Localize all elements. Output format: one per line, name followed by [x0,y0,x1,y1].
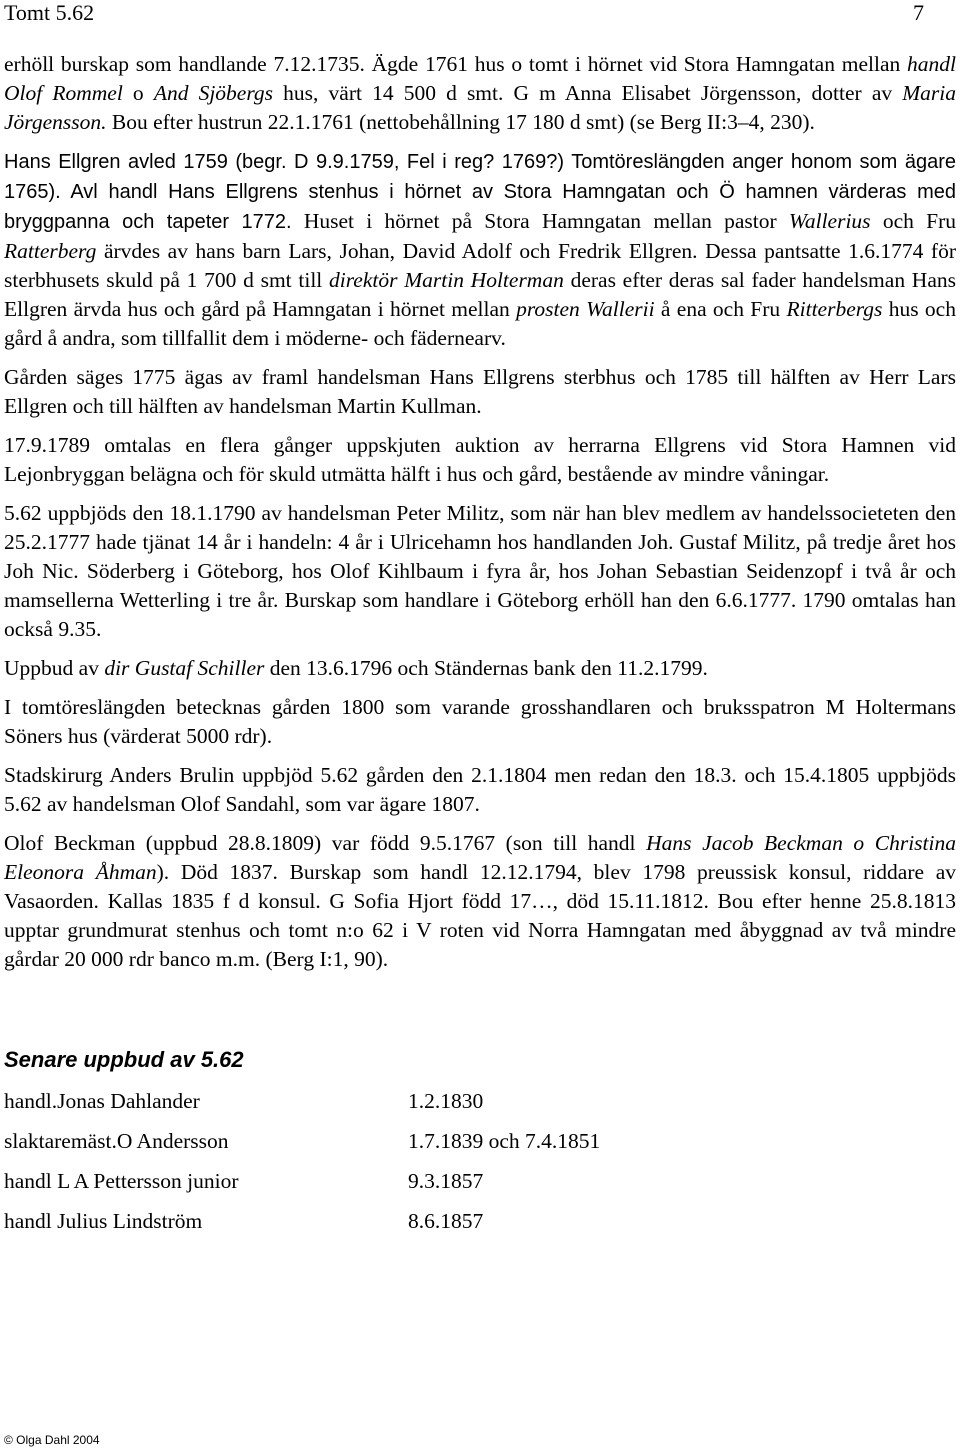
page-number: 7 [913,0,924,25]
bid-date: 1.7.1839 och 7.4.1851 [408,1129,601,1153]
copyright-footer: © Olga Dahl 2004 [4,1433,100,1447]
bid-date: 9.3.1857 [408,1169,484,1193]
paragraph-8: Stadskirurg Anders Brulin uppbjöd 5.62 gården den 2.1.1804 men redan den 18.3. och 15.4.1805 uppbjöds 5.62 av handelsman Olof Sandahl, som var ägare 1807. [4,763,956,816]
bidder-name: handl Julius Lindström [4,1209,203,1233]
paragraph-6: Uppbud av dir Gustaf Schiller den 13.6.1796 och Ständernas bank den 11.2.1799. [4,656,708,680]
bidder-name: handl L A Pettersson junior [4,1169,239,1193]
section-title: Senare uppbud av 5.62 [4,1047,244,1072]
paragraph-2: Hans Ellgren avled 1759 (begr. D 9.9.1759, Fel i reg? 1769?) Tomtöreslängden anger honom som ägare 1765). Avl handl Hans Ellgrens stenhus i hörnet av Stora Hamngatan och Ö hamnen värderas med bryggpanna och tapeter 1772. Huset i hörnet på Stora Hamngatan mellan pastor Wallerius och Fru Ratterberg ärvdes av hans barn Lars, Johan, David Adolf och Fredrik Ellgren. Dessa pantsatte 1.6.1774 för sterbhusets skuld på 1 700 d smt till direktör Martin Holterman deras efter deras sal fader handelsman Hans Ellgren ärvda hus och gård på Hamngatan i hörnet mellan prosten Wallerii å ena och Fru Ritterbergs hus och gård å andra, som tillfallit dem i möderne- och fädernearv. [4,151,956,350]
paragraph-5: 5.62 uppbjöds den 18.1.1790 av handelsman Peter Militz, som när han blev medlem av handelssocieteten den 25.2.1777 hade tjänat 14 år i handeln: 4 år i Ulricehamn hos handlanden Joh. Gustaf Militz, på tredje året hos Joh Nic. Söderberg i Göteborg, hos Olof Kihlbaum i fyra år, hos Johan Sebastian Seidenzopf i två år och mamsellerna Wetterling i tre år. Burskap som handlare i Göteborg erhöll han den 6.6.1777. 1790 omtalas han också 9.35. [4,501,956,641]
document-body [4,50,956,974]
bid-date: 1.2.1830 [408,1089,484,1113]
table-row [4,1167,704,1207]
bid-date: 8.6.1857 [408,1209,484,1233]
bidder-name: handl.Jonas Dahlander [4,1089,200,1113]
page-header [4,0,924,28]
paragraph-3: Gården säges 1775 ägas av framl handelsman Hans Ellgrens sterbhus och 1785 till hälften av Herr Lars Ellgren och till hälften av handelsman Martin Kullman. [4,365,956,418]
table-row [4,1207,704,1247]
table-row [4,1087,704,1127]
table-row [4,1127,704,1167]
plot-label: Tomt 5.62 [4,0,95,25]
paragraph-9: Olof Beckman (uppbud 28.8.1809) var född 9.5.1767 (son till handl Hans Jacob Beckman o Christina Eleonora Åhman). Död 1837. Burskap som handl 12.12.1794, blev 1798 preussisk konsul, riddare av Vasaorden. Kallas 1835 f d konsul. G Sofia Hjort född 17…, död 15.11.1812. Bou efter henne 25.8.1813 upptar grundmurat stenhus och tomt n:o 62 i V roten vid Norra Hamngatan med åbyggnad av två mindre gårdar 20 000 rdr banco m.m. (Berg I:1, 90). [4,831,956,971]
paragraph-1: erhöll burskap som handlande 7.12.1735. Ägde 1761 hus o tomt i hörnet vid Stora Hamngatan mellan handl Olof Rommel o And Sjöbergs hus, värt 14 500 d smt. G m Anna Elisabet Jörgensson, dotter av Maria Jörgensson. Bou efter hustrun 22.1.1761 (nettobehållning 17 180 d smt) (se Berg II:3–4, 230). [4,52,956,134]
bidder-name: slaktaremäst.O Andersson [4,1129,229,1153]
paragraph-4: 17.9.1789 omtalas en flera gånger uppskjuten auktion av herrarna Ellgrens vid Stora Hamnen vid Lejonbryggan belägna och för skuld utmätta hälft i hus och gård, bestående av mindre våningar. [4,433,956,486]
paragraph-7: I tomtöreslängden betecknas gården 1800 som varande grosshandlaren och bruksspatron M Holtermans Söners hus (värderat 5000 rdr). [4,695,956,748]
bidders-table [4,1087,704,1247]
